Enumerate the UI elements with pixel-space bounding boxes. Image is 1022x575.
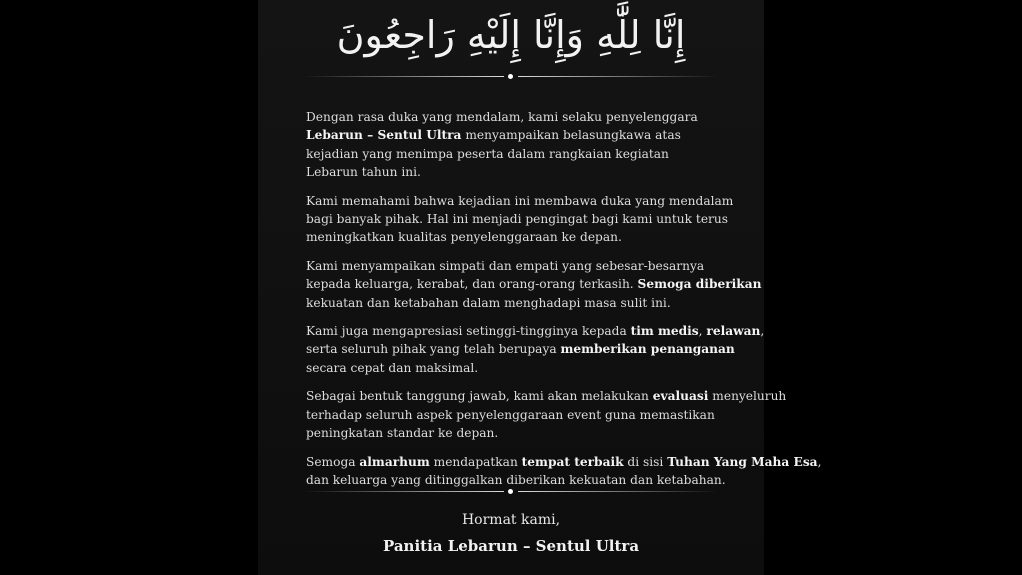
body-text-segment: Kami memahami bahwa kejadian ini membawa duka yang mendalam — [306, 193, 734, 208]
closing-greeting: Hormat kami, — [461, 512, 561, 528]
emphasis-text: evaluasi — [652, 389, 709, 404]
body-text-segment: kejadian yang menimpa peserta dalam rangkaian kegiatan — [306, 146, 669, 161]
ornament-dot-icon — [508, 74, 513, 79]
body-text-segment: mendapatkan — [429, 454, 522, 469]
body-text-segment: kepada keluarga, kerabat, dan orang-orang terkasih. — [306, 277, 638, 292]
text-line — [306, 163, 758, 181]
emphasis-text: Lebarun – Sentul Ultra — [306, 128, 462, 143]
paragraph — [306, 322, 765, 377]
text-line — [306, 424, 758, 442]
body-text-segment: serta seluruh pihak yang telah berupaya — [306, 342, 561, 357]
arabic-calligraphy-heading: إِنَّا لِلَّٰهِ وَإِنَّا إِلَيْهِ رَاجِعُونَ — [336, 13, 686, 57]
text-line — [306, 387, 787, 405]
body-text-segment: , — [698, 324, 707, 339]
body-text-segment: menyeluruh — [708, 389, 787, 404]
body-text-segment: menyampaikan belasungkawa atas — [461, 128, 681, 143]
bottom-ornament-divider — [304, 487, 718, 497]
body-text-segment: peningkatan standar ke depan. — [306, 426, 499, 441]
ornament-dot-icon — [508, 489, 513, 494]
emphasis-text: Semoga diberikan — [637, 277, 762, 292]
text-line — [306, 340, 758, 358]
text-line — [306, 145, 758, 163]
condolence-body — [306, 108, 822, 499]
body-text-segment: , — [760, 324, 765, 339]
text-line — [306, 275, 762, 293]
body-text-segment: Semoga — [306, 454, 360, 469]
body-text-segment: meningkatkan kualitas penyelenggaraan ke depan. — [306, 230, 622, 245]
text-line — [306, 406, 758, 424]
text-line — [306, 192, 758, 210]
signature: Panitia Lebarun – Sentul Ultra — [382, 537, 640, 555]
paragraph — [306, 257, 762, 312]
text-line — [306, 322, 765, 340]
emphasis-text: almarhum — [359, 454, 430, 469]
body-text-segment: Lebarun tahun ini. — [306, 165, 421, 180]
body-text-segment: di sisi — [623, 454, 668, 469]
body-text-segment: Sebagai bentuk tanggung jawab, kami akan melakukan — [306, 389, 653, 404]
emphasis-text: relawan — [706, 324, 761, 339]
body-text-segment: terhadap seluruh aspek penyelenggaraan event guna memastikan — [306, 407, 715, 422]
paragraph — [306, 387, 787, 442]
text-line — [306, 257, 758, 275]
body-text-segment: Dengan rasa duka yang mendalam, kami selaku penyelenggara — [306, 110, 698, 124]
emphasis-text: Tuhan Yang Maha Esa — [667, 454, 818, 469]
text-line — [306, 210, 758, 228]
paragraph — [306, 108, 758, 182]
body-text-segment: Kami juga mengapresiasi setinggi-tingginya kepada — [306, 324, 631, 339]
emphasis-text: tempat terbaik — [521, 454, 624, 469]
body-text-segment: kekuatan dan ketabahan dalam menghadapi masa sulit ini. — [306, 295, 671, 310]
text-line — [306, 294, 758, 312]
text-line — [306, 453, 822, 471]
text-line — [306, 126, 758, 144]
body-text-segment: , — [817, 454, 822, 469]
text-line — [306, 108, 758, 126]
paragraph — [306, 192, 758, 247]
body-text-segment: bagi banyak pihak. Hal ini menjadi pengingat bagi kami untuk terus — [306, 212, 728, 227]
text-line — [306, 359, 758, 377]
top-ornament-divider — [304, 72, 718, 82]
body-text-segment: dan keluarga yang ditinggalkan diberikan kekuatan dan ketabahan. — [306, 472, 726, 487]
body-text-segment: Kami menyampaikan simpati dan empati yang sebesar-besarnya — [306, 258, 705, 273]
text-line — [306, 228, 758, 246]
emphasis-text: tim medis — [630, 324, 699, 339]
body-text-segment: secara cepat dan maksimal. — [306, 360, 479, 375]
emphasis-text: memberikan penanganan — [560, 342, 735, 357]
paragraph — [306, 453, 822, 490]
